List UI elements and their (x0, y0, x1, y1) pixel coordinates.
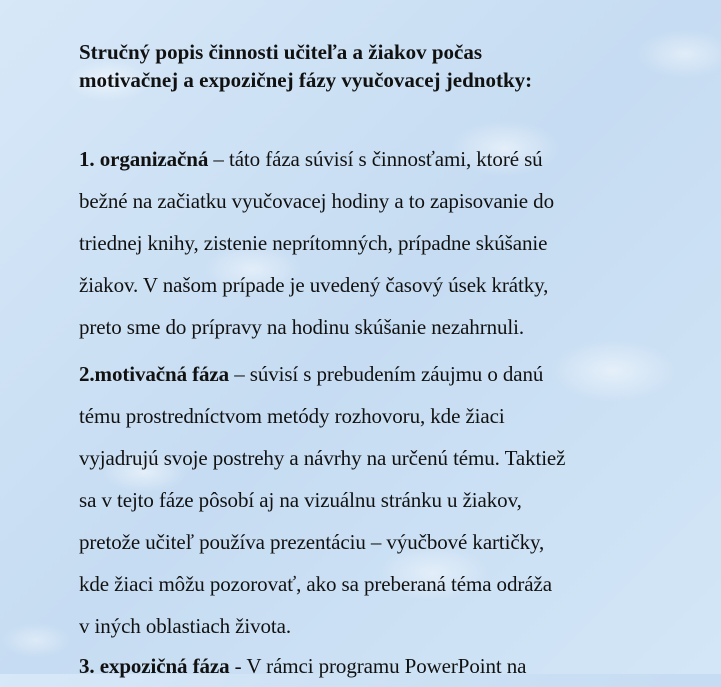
section-line: vyjadrujú svoje postrehy a návrhy na určenú tému. Taktiež (79, 446, 566, 470)
section-line: v iných oblastiach života. (79, 614, 292, 638)
section-term: 1. organizačná (79, 147, 209, 171)
document-heading (79, 38, 679, 94)
section-expozicna (79, 645, 679, 687)
section-line (79, 138, 679, 180)
section-line: bežné na začiatku vyučovacej hodiny a to zapisovanie do (79, 189, 554, 213)
section-line: preto sme do prípravy na hodinu skúšanie nezahrnuli. (79, 315, 525, 339)
section-line: tému prostredníctvom metódy rozhovoru, kde žiaci (79, 404, 505, 428)
section-line: žiakov. V našom prípade je uvedený časový úsek krátky, (79, 273, 549, 297)
section-line: pretože učiteľ používa prezentáciu – výučbové kartičky, (79, 530, 545, 554)
section-line (79, 645, 679, 687)
section-motivacna (79, 353, 679, 647)
section-line (79, 353, 679, 395)
section-term: 2.motivačná fáza (79, 362, 230, 386)
section-term: 3. expozičná fáza (79, 654, 230, 678)
heading-line-2: motivačnej a expozičnej fázy vyučovacej jednotky: (79, 68, 533, 92)
section-line: kde žiaci môžu pozorovať, ako sa preberaná téma odráža (79, 572, 552, 596)
section-line: sa v tejto fáze pôsobí aj na vizuálnu stránku u žiakov, (79, 488, 522, 512)
section-line: triednej knihy, zistenie neprítomných, prípadne skúšanie (79, 231, 548, 255)
heading-line-1: Stručný popis činnosti učiteľa a žiakov počas (79, 40, 483, 64)
section-text: – súvisí s prebudením záujmu o danú (229, 362, 544, 386)
section-organizacna (79, 138, 679, 348)
section-text: – táto fáza súvisí s činnosťami, ktoré sú (208, 147, 543, 171)
section-text: - V rámci programu PowerPoint na (229, 654, 527, 678)
